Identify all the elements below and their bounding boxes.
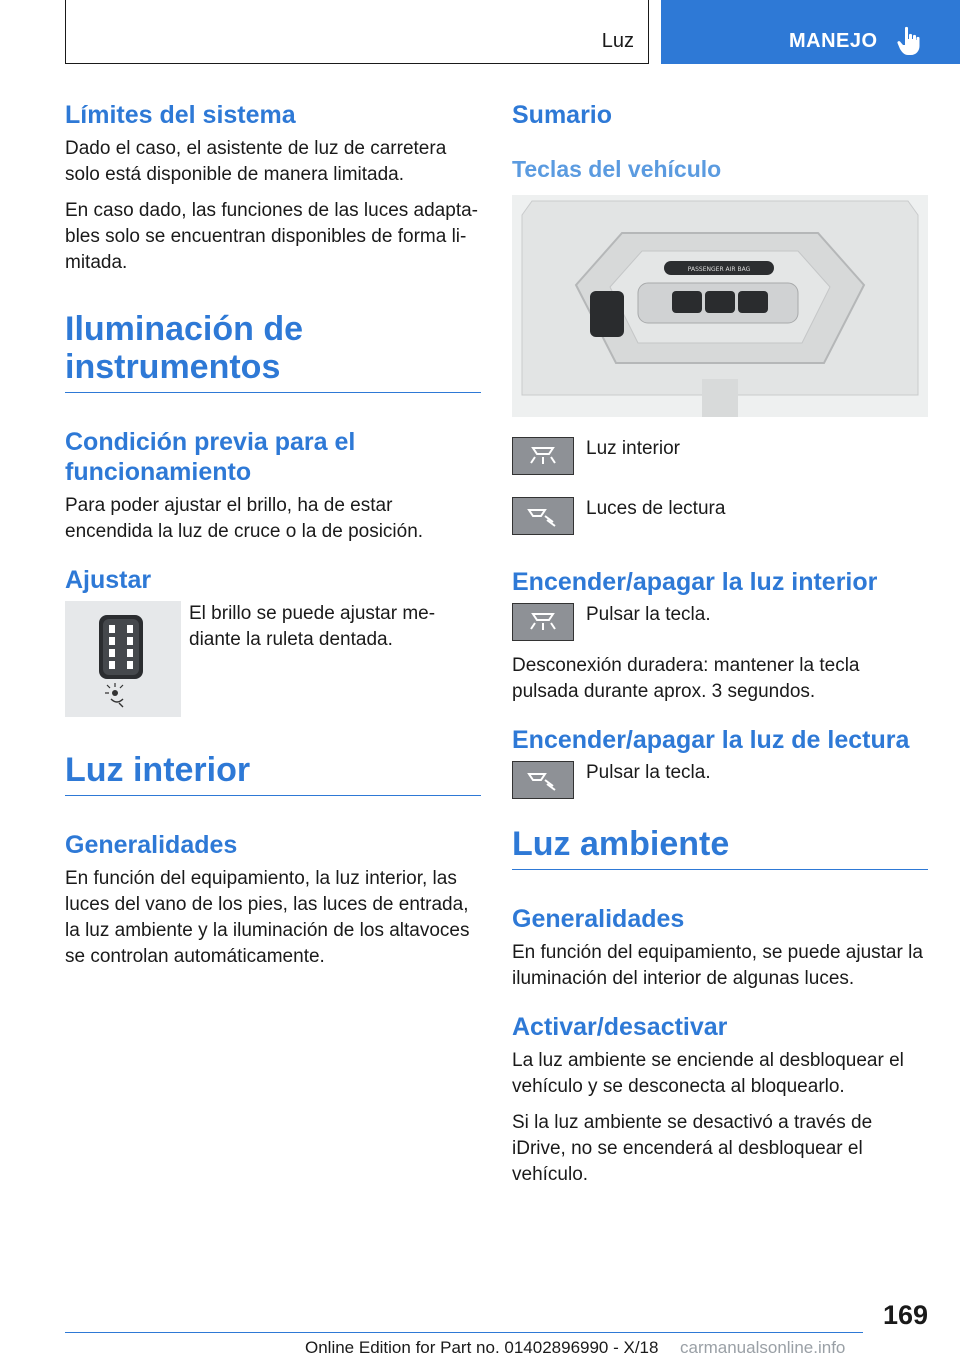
interior-light-key-icon bbox=[512, 437, 574, 475]
sumario-heading: Sumario bbox=[512, 101, 613, 129]
iluminacion-heading bbox=[65, 310, 481, 386]
header-chapter-title: MANEJO bbox=[789, 30, 878, 52]
left-column bbox=[65, 100, 481, 970]
encender-interior-heading: Encender/apagar la luz interior bbox=[512, 568, 878, 596]
page-number: 169 bbox=[882, 1300, 928, 1330]
luz-interior-heading: Luz interior bbox=[65, 751, 251, 789]
right-column bbox=[512, 100, 928, 1188]
key-row-reading bbox=[512, 497, 928, 557]
teclas-heading: Teclas del vehículo bbox=[512, 156, 722, 182]
generalidades-right-heading: Generalidades bbox=[512, 905, 685, 933]
generalidades-right-paragraph: En función del equipamiento, se puede ajustar la iluminación del interior de algunas luces. bbox=[512, 942, 923, 989]
activar-heading: Activar/desactivar bbox=[512, 1013, 728, 1041]
reading-light-label: Luces de lectura bbox=[586, 498, 726, 519]
limites-paragraph-2: En caso dado, las funciones de las luces adapta-bles solo se encuentran disponibles de forma li-mitada. bbox=[65, 200, 478, 273]
encender-interior-paragraph-2: Desconexión duradera: mantener la tecla pulsada durante aprox. 3 segundos. bbox=[512, 655, 860, 702]
iluminacion-heading-line-1: Iluminación de bbox=[65, 310, 304, 348]
overhead-console-image bbox=[512, 195, 928, 417]
luz-ambiente-heading: Luz ambiente bbox=[512, 825, 730, 863]
generalidades-left-heading: Generalidades bbox=[65, 831, 238, 859]
reading-light-key-icon bbox=[512, 497, 574, 535]
generalidades-left-paragraph: En función del equipamiento, la luz interior, las luces del vano de los pies, las luces de entrada, la luz ambiente y la iluminación de los altavoces se controlan automáticamente. bbox=[65, 868, 470, 967]
ajustar-block bbox=[65, 601, 481, 717]
encender-interior-paragraph-1: Pulsar la tecla. bbox=[586, 604, 711, 625]
footer-divider bbox=[65, 1332, 863, 1333]
ajustar-heading: Ajustar bbox=[65, 566, 152, 594]
limites-heading: Límites del sistema bbox=[65, 101, 296, 129]
encender-interior-row bbox=[512, 603, 928, 653]
interior-light-label: Luz interior bbox=[586, 438, 680, 459]
activar-paragraph-2: Si la luz ambiente se desactivó a través de iDrive, no se encenderá al desbloquear el vehículo. bbox=[512, 1112, 873, 1185]
reading-light-key-icon-2 bbox=[512, 761, 574, 799]
ajustar-paragraph: El brillo se puede ajustar me-diante la ruleta dentada. bbox=[189, 603, 436, 650]
condicion-heading bbox=[65, 427, 481, 487]
encender-lectura-paragraph: Pulsar la tecla. bbox=[586, 762, 711, 783]
header-section-title: Luz bbox=[601, 30, 634, 52]
limites-paragraph-1: Dado el caso, el asistente de luz de carretera solo está disponible de manera limitada. bbox=[65, 138, 447, 185]
key-row-interior bbox=[512, 437, 928, 497]
airbag-indicator-text: PASSENGER AIR BAG bbox=[687, 266, 751, 273]
encender-lectura-heading: Encender/apagar la luz de lectura bbox=[512, 726, 910, 754]
dimmer-wheel-image bbox=[65, 601, 181, 717]
footer-edition-text: Online Edition for Part no. 01402896990 - X/18 bbox=[305, 1338, 659, 1357]
interior-light-key-icon-2 bbox=[512, 603, 574, 641]
encender-lectura-row bbox=[512, 761, 928, 811]
overhead-console-icon bbox=[512, 195, 928, 417]
iluminacion-heading-line-2: instrumentos bbox=[65, 348, 281, 386]
header-chapter-tab bbox=[661, 0, 960, 64]
header-section-box bbox=[65, 0, 649, 64]
dimmer-wheel-icon bbox=[65, 601, 181, 717]
hand-pointer-icon bbox=[897, 26, 921, 56]
condicion-paragraph: Para poder ajustar el brillo, ha de estar encendida la luz de cruce o la de posición. bbox=[65, 495, 424, 542]
activar-paragraph-1: La luz ambiente se enciende al desbloquear el vehículo y se desconecta al bloquearlo. bbox=[512, 1050, 904, 1097]
condicion-heading-line-2: funcionamiento bbox=[65, 458, 252, 486]
condicion-heading-line-1: Condición previa para el bbox=[65, 428, 356, 456]
footer-watermark: carmanualsonline.info bbox=[680, 1338, 846, 1357]
